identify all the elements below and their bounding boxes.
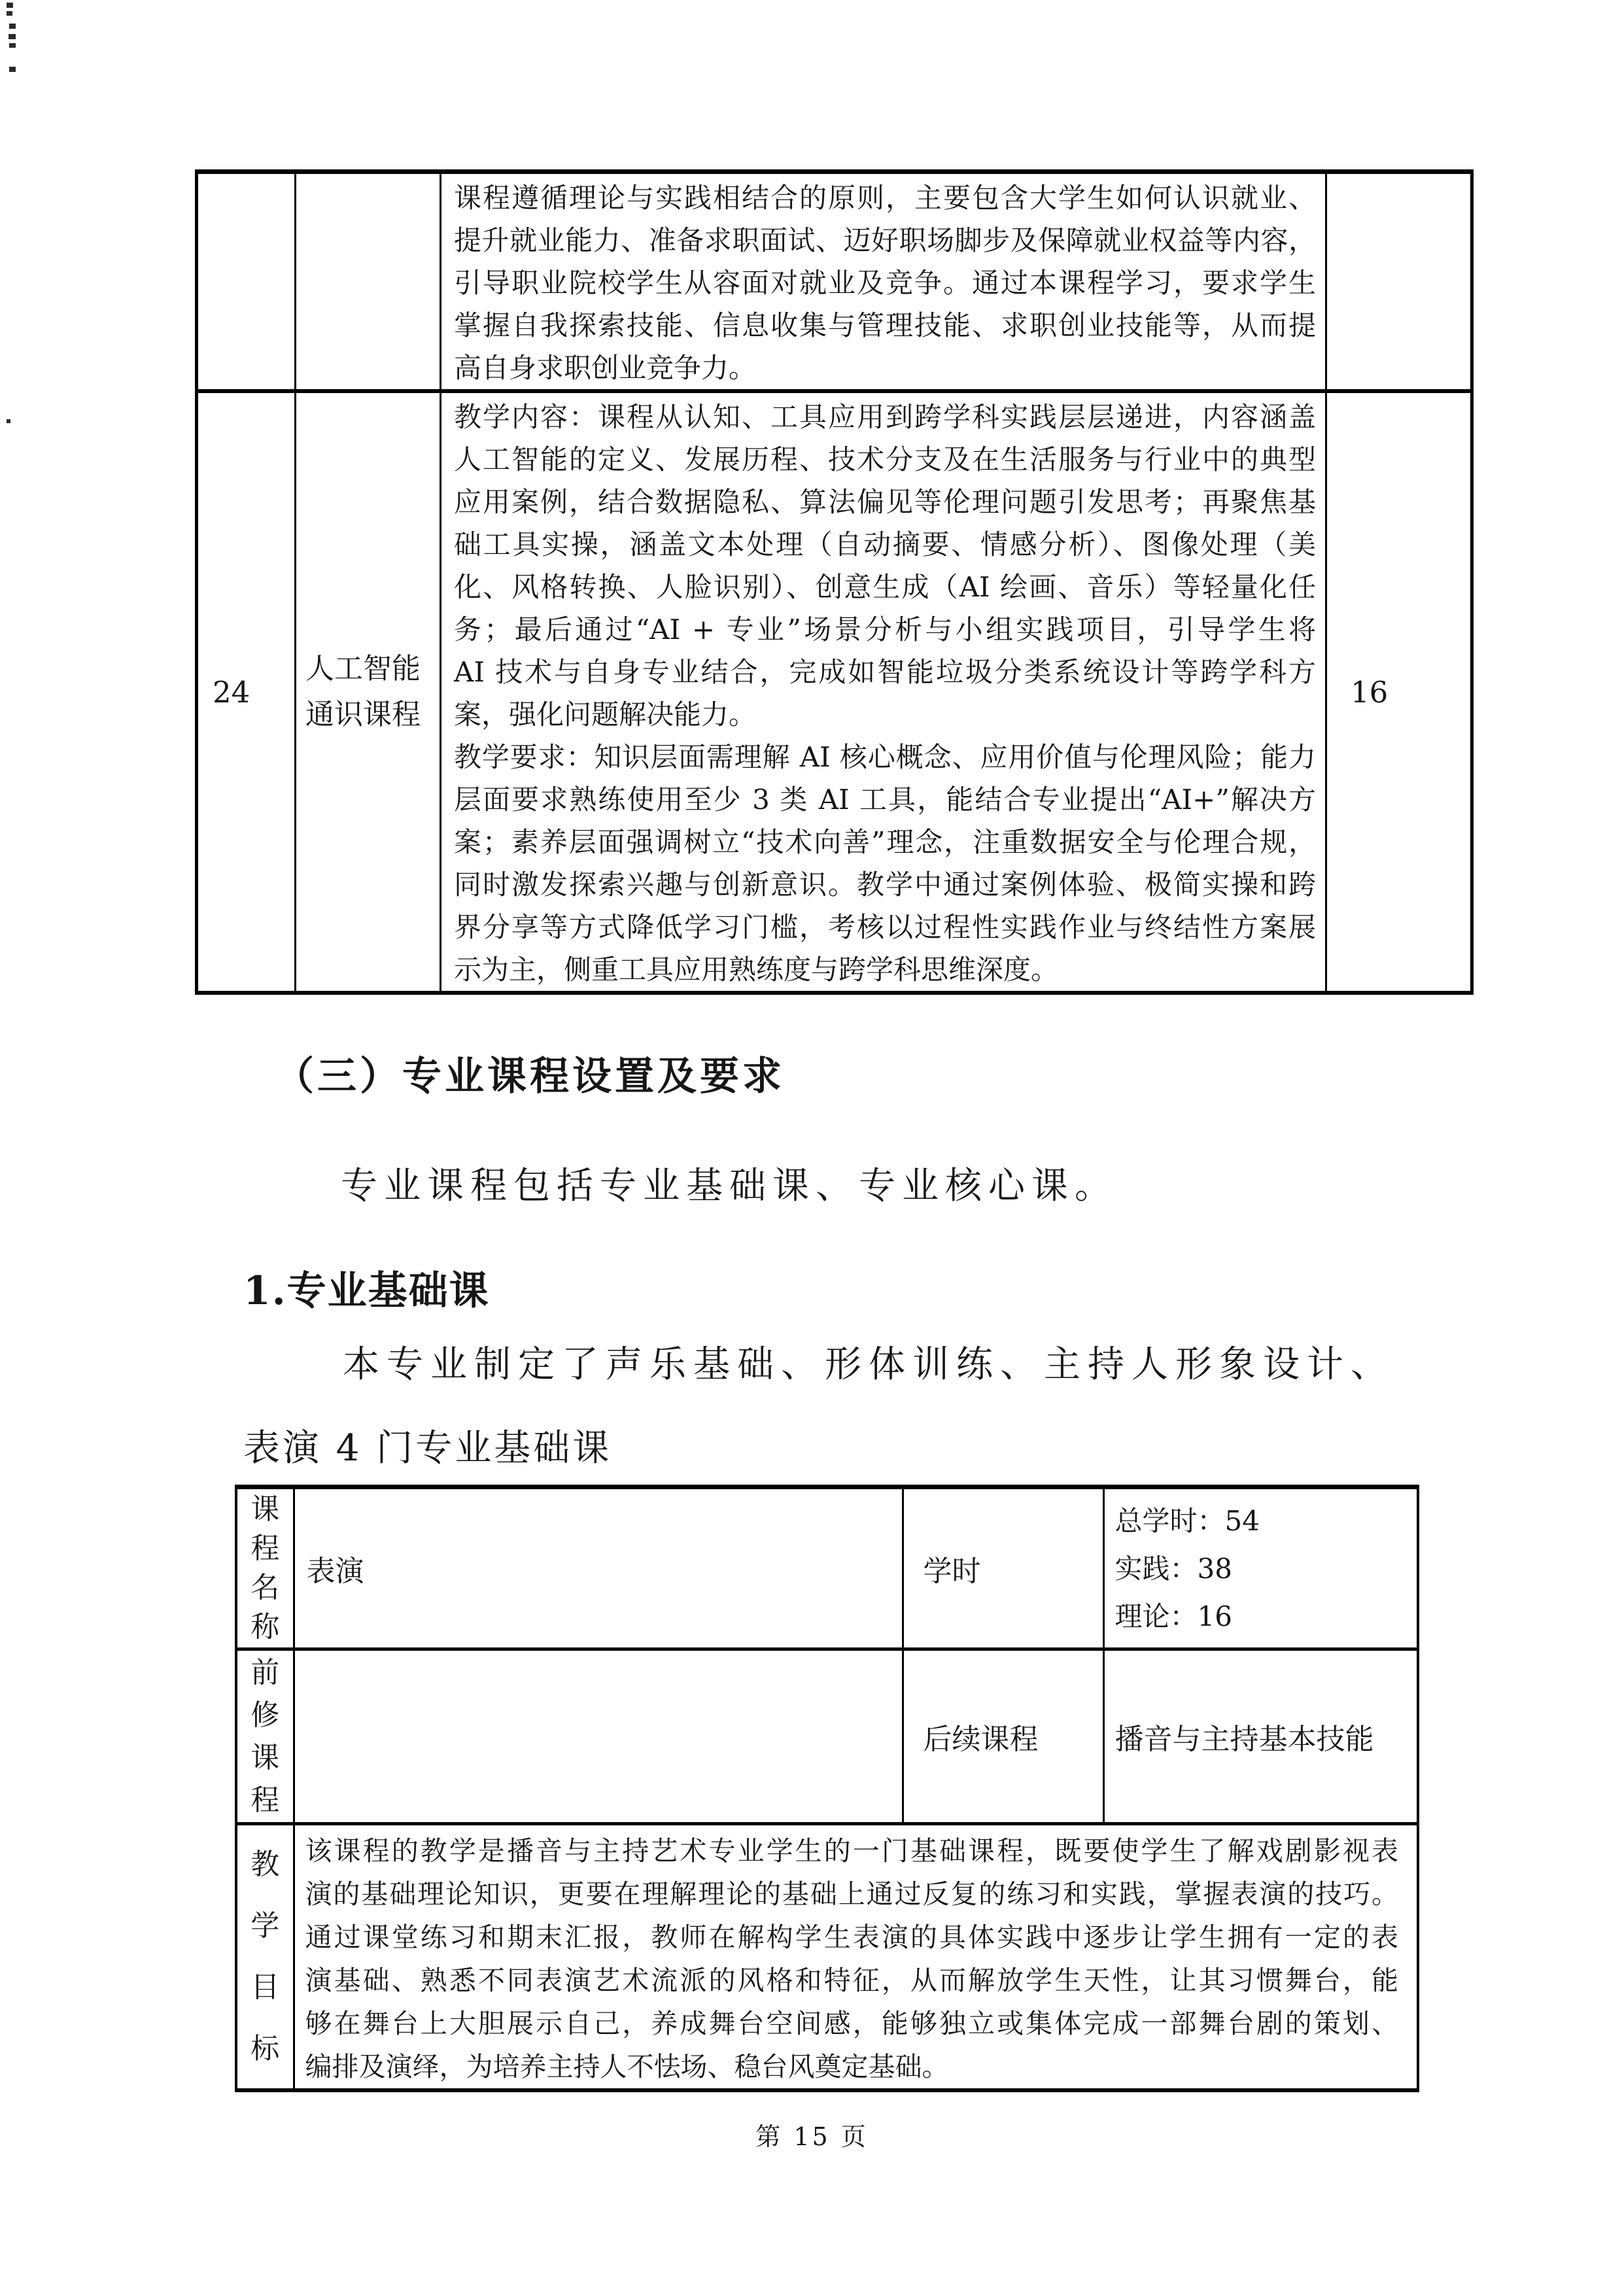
vertical-header: 教学目标 [251,1848,280,2065]
text-line: 化、风格转换、人脸识别）、创意生成（AI 绘画、音乐）等轻量化任 [454,571,1316,603]
hours-cell [1326,172,1472,392]
hours-breakdown-cell [1103,1487,1418,1649]
course-name-cell [296,391,441,993]
page-number: 第 15 页 [755,2122,869,2151]
text-line: 示为主，侧重工具应用熟练度与跨学科思维深度。 [454,954,1059,986]
text-line: 教学要求：知识层面需理解 AI 核心概念、应用价值与伦理风险；能力 [454,741,1316,773]
serial-number-cell [197,172,296,392]
course-description-cell [441,391,1326,993]
scan-artifact [7,11,12,16]
prerequisite-value-cell [294,1649,903,1824]
text-line: AI 技术与自身专业结合，完成如智能垃圾分类系统设计等跨学科方 [454,656,1316,688]
sub-heading: 1.专业基础课 [243,1268,490,1314]
text-line: 引导职业院校学生从容面对就业及竞争。通过本课程学习，要求学生 [454,267,1316,299]
text-line: 通过课堂练习和期末汇报，教师在解构学生表演的具体实践中逐步让学生拥有一定的表 [305,1922,1398,1953]
vertical-header: 前修课程 [251,1656,280,1817]
scan-artifact [9,67,16,72]
section-heading: （三）专业课程设置及要求 [275,1054,785,1099]
table-row [236,1487,1418,1649]
text-line: 教学内容：课程从认知、工具应用到跨学科实践层层递进，内容涵盖 [454,401,1316,433]
hours-label-cell: 学时 [903,1487,1103,1649]
course-name-value-cell: 表演 [294,1487,903,1649]
text-line: 同时激发探索兴趣与创新意识。教学中通过案例体验、极简实操和跨 [454,869,1316,901]
row-header-cell [236,1824,294,2091]
course-description-cell [441,172,1326,392]
paragraph-line: 本专业制定了声乐基础、形体训练、主持人形象设计、 [343,1343,1394,1386]
table-row [197,172,1472,392]
course-name-line: 通识课程 [305,698,421,731]
text-line: 课程遵循理论与实践相结合的原则，主要包含大学生如何认识就业、 [454,182,1316,214]
table-row [197,391,1472,993]
text-line: 演基础、熟悉不同表演艺术流派的风格和特征，从而解放学生天性，让其习惯舞台，能 [305,1965,1398,1996]
paragraph-line: 表演 4 门专业基础课 [243,1427,612,1470]
hours-cell: 16 [1326,391,1472,993]
text-line: 案；素养层面强调树立“技术向善”理念，注重数据安全与伦理合规， [454,826,1316,858]
text-line: 层面要求熟练使用至少 3 类 AI 工具，能结合专业提出“AI+”解决方 [454,784,1316,816]
text-line: 编排及演绎，为培养主持人不怯场、稳台风奠定基础。 [305,2051,949,2082]
scan-artifact [9,34,16,39]
hours-line: 实践：38 [1114,1552,1232,1585]
followup-label-cell: 后续课程 [903,1649,1103,1824]
text-line: 演的基础理论知识，更要在理解理论的基础上通过反复的练习和实践，掌握表演的技巧。 [305,1878,1398,1910]
scan-artifact [7,3,13,8]
text-line: 人工智能的定义、发展历程、技术分支及在生活服务与行业中的典型 [454,443,1316,475]
scan-artifact [7,419,10,423]
text-line: 掌握自我探索技能、信息收集与管理技能、求职创业技能等，从而提 [454,309,1316,341]
teaching-goal-cell [294,1824,1418,2091]
text-line: 应用案例，结合数据隐私、算法偏见等伦理问题引发思考；再聚焦基 [454,486,1316,518]
table-row [236,1649,1418,1824]
text-line: 案，强化问题解决能力。 [454,698,757,731]
text-line: 务；最后通过“AI + 专业”场景分析与小组实践项目，引导学生将 [454,613,1316,646]
followup-value-cell: 播音与主持基本技能 [1103,1649,1418,1824]
section-intro-paragraph: 专业课程包括专业基础课、专业核心课。 [341,1165,1118,1207]
hours-line: 总学时：54 [1114,1504,1260,1537]
scan-artifact [9,43,16,48]
vertical-header: 课程名称 [251,1492,280,1644]
course-name-cell [296,172,441,392]
text-line: 高自身求职创业竞争力。 [454,352,757,384]
serial-number-cell: 24 [197,391,296,993]
text-line: 提升就业能力、准备求职面试、迈好职场脚步及保障就业权益等内容， [454,224,1316,256]
course-name-line: 人工智能 [305,652,421,685]
table-row [236,1824,1418,2091]
text-line: 础工具实操，涵盖文本处理（自动摘要、情感分析）、图像处理（美 [454,528,1316,560]
text-line: 够在舞台上大胆展示自己，养成舞台空间感，能够独立或集体完成一部舞台剧的策划、 [305,2008,1398,2039]
scan-artifact [9,24,16,29]
general-course-table [195,169,1474,995]
row-header-cell [236,1649,294,1824]
row-header-cell [236,1487,294,1649]
text-line: 界分享等方式降低学习门槛，考核以过程性实践作业与终结性方案展 [454,911,1316,943]
course-detail-table [235,1485,1419,2092]
text-line: 该课程的教学是播音与主持艺术专业学生的一门基础课程，既要使学生了解戏剧影视表 [305,1835,1398,1867]
hours-line: 理论：16 [1114,1600,1232,1632]
